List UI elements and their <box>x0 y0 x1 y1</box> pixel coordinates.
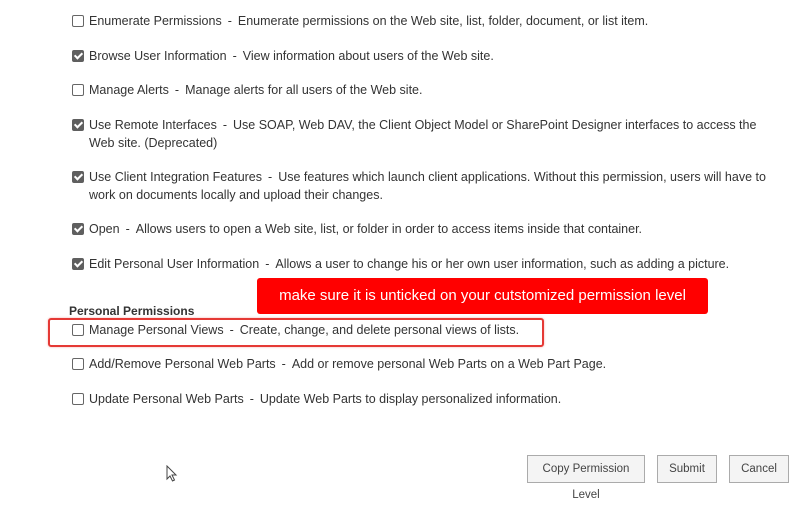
separator: - <box>174 83 180 97</box>
copy-permission-level-button[interactable]: Copy Permission Level <box>527 455 645 483</box>
permission-text <box>72 47 782 65</box>
separator: - <box>125 222 130 236</box>
permission-description: Enumerate permissions on the Web site, list, folder, document, or list item. <box>237 14 649 28</box>
checkbox-manage-alerts[interactable] <box>72 84 84 96</box>
separator: - <box>268 170 273 184</box>
separator: - <box>222 118 228 132</box>
checkbox-edit-personal-user-information[interactable] <box>72 258 84 270</box>
permission-name: Manage Personal Views <box>89 323 224 337</box>
checkbox-use-remote-interfaces[interactable] <box>72 119 84 131</box>
separator: - <box>227 14 232 28</box>
checkbox-use-client-integration-features[interactable] <box>72 171 84 183</box>
permission-description: Update Web Parts to display personalized information. <box>259 392 562 406</box>
permission-description: Use features which launch client applications. Without this permission, users will have to work on documents locally and upload their changes. <box>89 170 766 202</box>
section-title-personal-permissions: Personal Permissions <box>69 304 195 318</box>
permission-open <box>72 220 782 238</box>
checkbox-update-personal-web-parts[interactable] <box>72 393 84 405</box>
permission-name: Edit Personal User Information <box>89 257 260 271</box>
permission-text <box>72 390 782 408</box>
permission-description: Add or remove personal Web Parts on a Web Part Page. <box>291 357 607 371</box>
checkbox-add-remove-personal-web-parts[interactable] <box>72 358 84 370</box>
permission-text <box>72 168 782 204</box>
permission-name: Add/Remove Personal Web Parts <box>89 357 276 371</box>
permission-name: Enumerate Permissions <box>89 14 222 28</box>
permission-manage-alerts <box>72 81 782 99</box>
permission-text <box>72 355 782 373</box>
permission-text <box>72 116 782 152</box>
checkbox-browse-user-information[interactable] <box>72 50 84 62</box>
highlight-box <box>48 318 544 347</box>
permission-name: Update Personal Web Parts <box>89 392 244 406</box>
checkbox-enumerate-permissions[interactable] <box>72 15 84 27</box>
permission-description: View information about users of the Web site. <box>242 49 494 63</box>
permission-description: Create, change, and delete personal views of lists. <box>239 323 520 337</box>
permission-name: Open <box>89 222 120 236</box>
permission-description: Manage alerts for all users of the Web site. <box>185 83 423 97</box>
permission-text <box>72 255 782 273</box>
permission-add-remove-personal-web-parts <box>72 355 782 373</box>
permission-edit-personal-user-information <box>72 255 782 273</box>
submit-button[interactable]: Submit <box>657 455 717 483</box>
permission-text <box>72 12 782 30</box>
mouse-cursor-icon <box>166 465 178 483</box>
permission-name: Browse User Information <box>89 49 227 63</box>
separator: - <box>232 49 237 63</box>
permission-text <box>72 81 782 99</box>
permission-enumerate-permissions <box>72 12 782 30</box>
annotation-callout: make sure it is unticked on your cutstomized permission level <box>257 278 708 314</box>
permission-update-personal-web-parts <box>72 390 782 408</box>
permission-browse-user-information <box>72 47 782 65</box>
permission-use-remote-interfaces <box>72 116 782 152</box>
permission-use-client-integration-features <box>72 168 782 204</box>
separator: - <box>281 357 286 371</box>
permission-name: Use Client Integration Features <box>89 170 263 184</box>
separator: - <box>249 392 254 406</box>
permission-description: Allows a user to change his or her own user information, such as adding a picture. <box>275 257 730 271</box>
separator: - <box>265 257 270 271</box>
permission-name: Manage Alerts <box>89 83 169 97</box>
cancel-button[interactable]: Cancel <box>729 455 789 483</box>
permission-name: Use Remote Interfaces <box>89 118 217 132</box>
separator: - <box>229 323 234 337</box>
checkbox-open[interactable] <box>72 223 84 235</box>
permission-description: Use SOAP, Web DAV, the Client Object Model or SharePoint Designer interfaces to access the Web site. (Deprecated) <box>89 118 757 150</box>
permission-description: Allows users to open a Web site, list, or folder in order to access items inside that container. <box>135 222 643 236</box>
permission-text <box>72 220 782 238</box>
